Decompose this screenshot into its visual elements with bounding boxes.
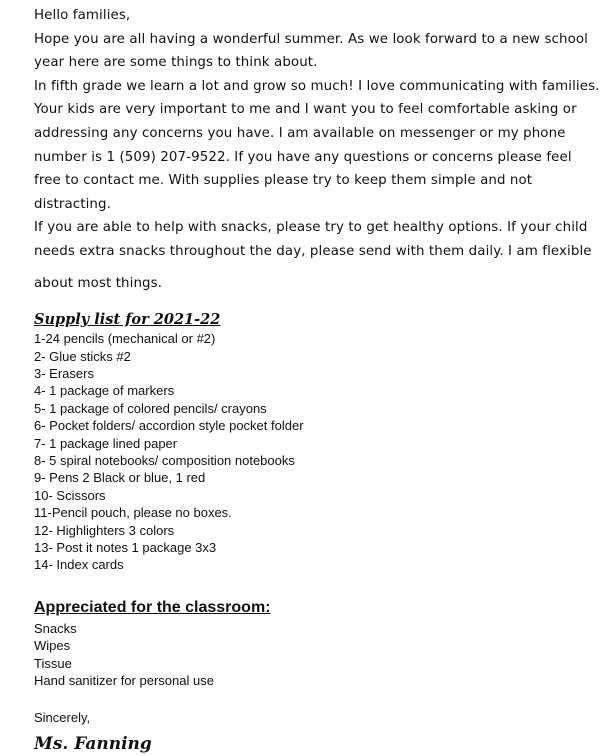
paragraph-tail: about most things.	[34, 275, 163, 291]
list-item: Tissue	[34, 655, 72, 671]
appreciated-heading: Appreciated for the classroom:	[34, 598, 271, 616]
list-item: 14- Index cards	[34, 557, 124, 573]
letter-body	[34, 4, 600, 295]
greeting: Hello families,	[34, 8, 131, 23]
list-item: 8- 5 spiral notebooks/ composition notebooks	[34, 452, 295, 468]
list-item: 13- Post it notes 1 package 3x3	[34, 540, 217, 555]
list-item: 9- Pens 2 Black or blue, 1 red	[34, 470, 206, 486]
list-item: 6- Pocket folders/ accordion style pocket folder	[34, 418, 304, 434]
signature: Ms. Fanning	[34, 734, 152, 755]
appreciated-list	[34, 620, 600, 690]
list-item: 12- Highlighters 3 colors	[34, 522, 175, 538]
supply-list-heading: Supply list for 2021-22	[34, 311, 221, 329]
list-item: 2- Glue sticks #2	[34, 348, 131, 364]
supply-list	[34, 330, 600, 574]
list-item: Snacks	[34, 620, 77, 636]
paragraph-snacks: If you are able to help with snacks, please try to get healthy options. If your child needs extra snacks throughout the day, please send with them daily. I am flexible	[34, 220, 592, 259]
list-item: 11-Pencil pouch, please no boxes.	[34, 505, 232, 521]
list-item: 7- 1 package lined paper	[34, 435, 178, 451]
list-item: Wipes	[34, 638, 71, 654]
list-item: Hand sanitizer for personal use	[34, 673, 214, 689]
document-page	[34, 0, 600, 756]
closing-salutation: Sincerely,	[34, 710, 91, 726]
list-item: 4- 1 package of markers	[34, 383, 175, 399]
paragraph-intro: Hope you are all having a wonderful summer. As we look forward to a new school year here are some things to think about.	[34, 31, 588, 71]
list-item: 5- 1 package of colored pencils/ crayons	[34, 400, 267, 416]
list-item: 10- Scissors	[34, 487, 106, 503]
list-item: 1-24 pencils (mechanical or #2)	[34, 331, 216, 347]
list-item: 3- Erasers	[34, 365, 94, 381]
paragraph-about: In fifth grade we learn a lot and grow so much! I love communicating with families. Your kids are very important to me and I want you to feel comfortable asking or addressing any concerns you have. I am available on messenger or my phone number is 1 (509) 207-9522. If you have any questions or concerns please feel free to contact me. With supplies please try to keep them simple and not distracting.	[34, 78, 600, 212]
